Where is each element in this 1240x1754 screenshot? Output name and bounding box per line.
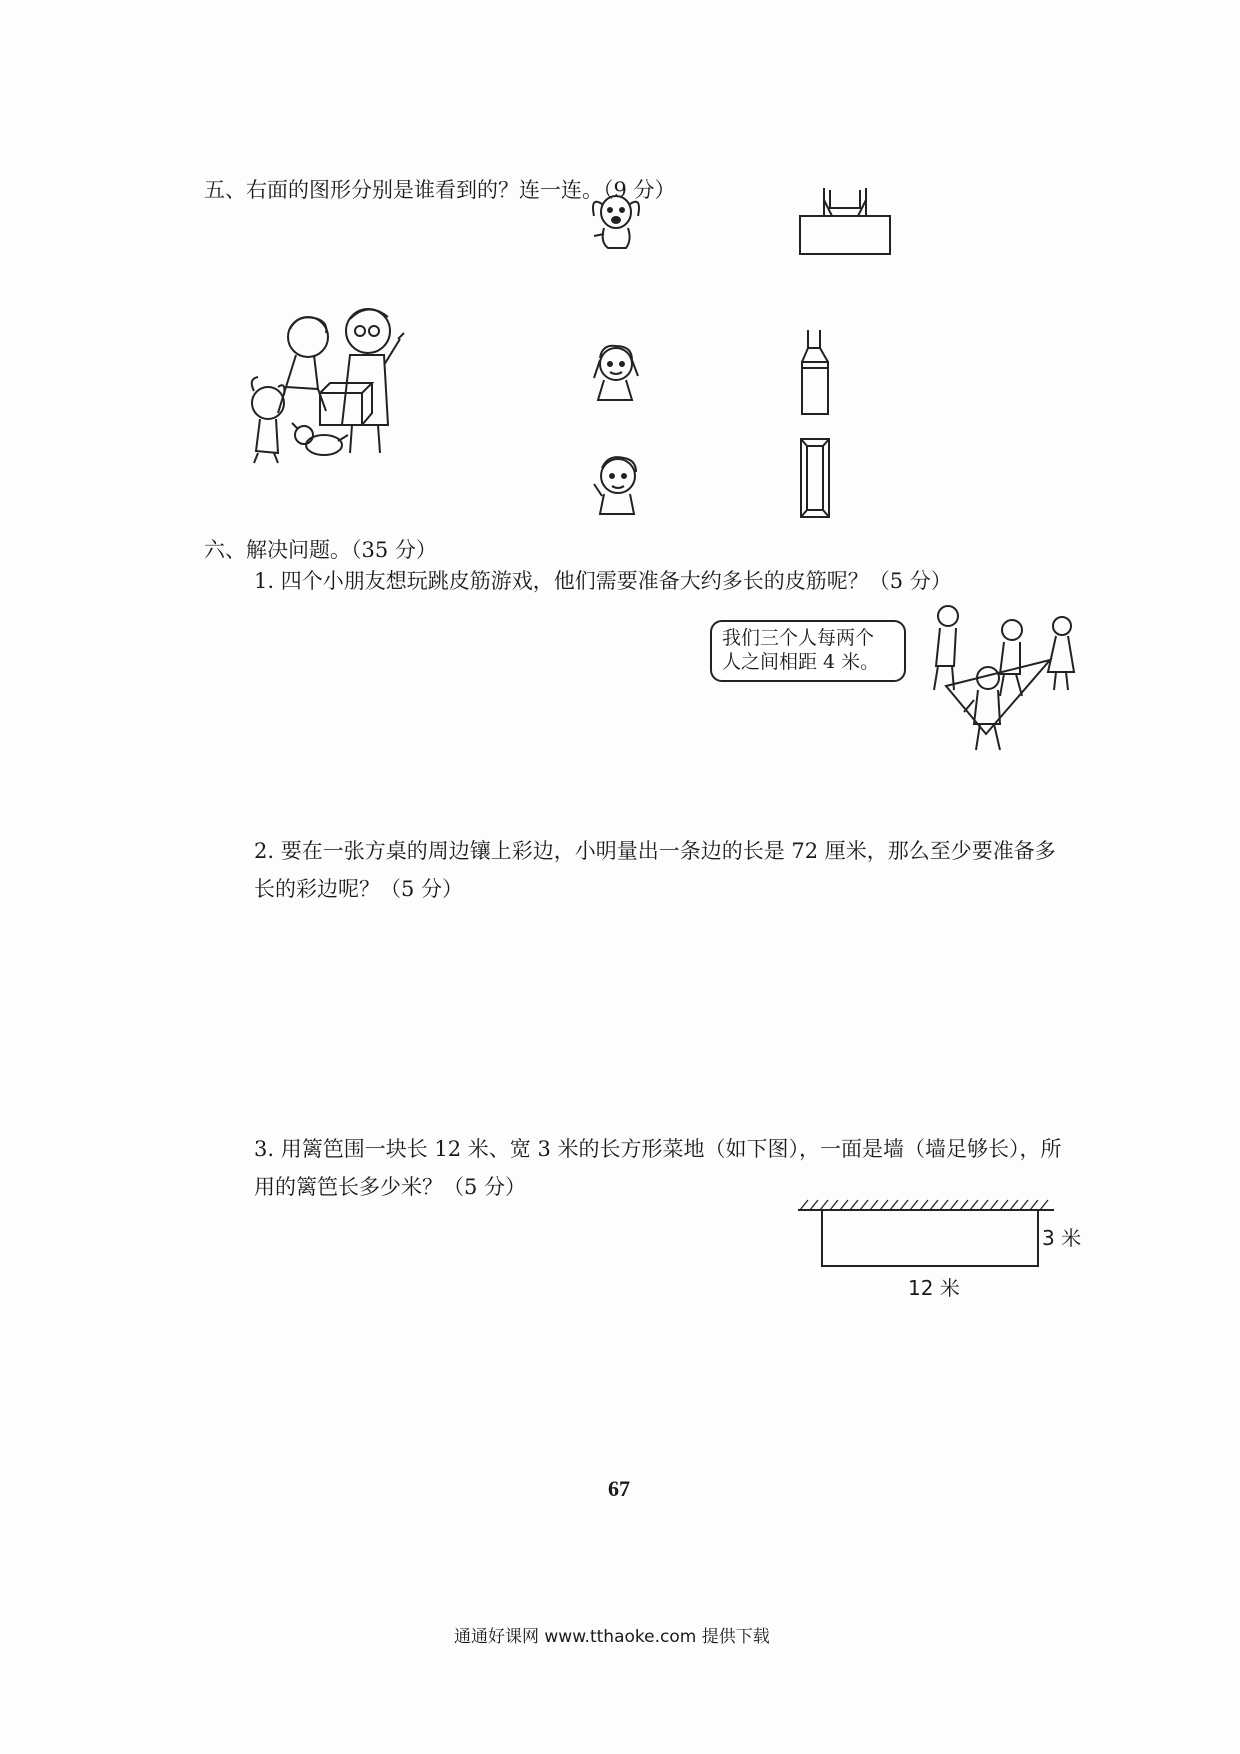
question-3-text: 用篱笆围一块长 12 米、宽 3 米的长方形菜地（如下图），一面是墙（墙足够长），所用的篱笆长多少米？（5 分） xyxy=(254,1137,1062,1199)
box-front-view-icon xyxy=(796,186,894,256)
question-2-text: 要在一张方桌的周边镶上彩边，小明量出一条边的长是 72 厘米，那么至少要准备多长的彩边呢？（5 分） xyxy=(254,839,1056,901)
dog-face-icon xyxy=(586,186,646,252)
width-label: 3 米 xyxy=(1042,1226,1082,1250)
question-3 xyxy=(254,1130,1064,1206)
question-1 xyxy=(254,562,1064,600)
question-2 xyxy=(254,832,1064,908)
section-6-title: 六、解决问题。（35 分） xyxy=(204,538,437,562)
girl-face-icon xyxy=(586,338,648,406)
question-2-number: 2. xyxy=(254,839,275,863)
length-label: 12 米 xyxy=(908,1276,960,1300)
question-1-number: 1. xyxy=(254,569,275,593)
box-top-view-icon xyxy=(798,436,832,520)
people-and-box-illustration xyxy=(238,295,448,465)
speech-bubble: 我们三个人每两个 人之间相距 4 米。 xyxy=(710,620,906,682)
footer-text: 通通好课网 www.tthaoke.com 提供下载 xyxy=(454,1627,770,1647)
boy-face-icon xyxy=(584,450,648,518)
box-side-view-icon xyxy=(798,328,834,416)
question-1-text: 四个小朋友想玩跳皮筋游戏，他们需要准备大约多长的皮筋呢？（5 分） xyxy=(280,569,952,593)
question-3-number: 3. xyxy=(254,1137,275,1161)
page-number: 67 xyxy=(608,1476,630,1501)
section-5-title: 五、右面的图形分别是谁看到的？连一连。（9 分） xyxy=(204,178,676,202)
children-triangle-illustration xyxy=(910,600,1080,760)
